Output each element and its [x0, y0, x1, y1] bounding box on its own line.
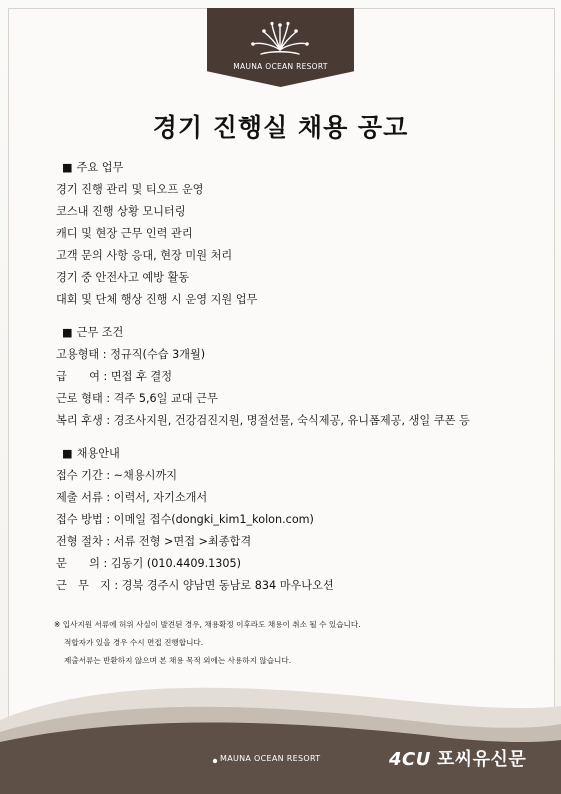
recruit-item: 문 의 : 김동기 (010.4409.1305): [56, 557, 241, 570]
duty-item: 고객 문의 사항 응대, 현장 미원 처리: [56, 249, 233, 262]
page-title: 경기 진행실 채용 공고: [152, 113, 409, 142]
wave-decoration: [0, 680, 561, 794]
duty-item: 캐디 및 현장 근무 인력 관리: [56, 227, 193, 240]
notice-line: ※ 입사지원 서류에 허위 사실이 발견된 경우, 채용확정 이후라도 채용이 취소 될 수 있습니다.: [54, 620, 361, 629]
condition-item: 고용형태 : 정규직(수습 3개월): [56, 348, 206, 361]
duty-item: 대회 및 단체 행상 진행 시 운영 지원 업무: [56, 293, 258, 306]
duties-header: ■ 주요 업무: [62, 161, 124, 174]
recruit-section: [56, 443, 334, 597]
square-bullet-icon: ■: [62, 161, 73, 174]
notice-line: 제출서류는 반환하지 않으며 본 채용 목적 외에는 사용하지 않습니다.: [64, 656, 292, 665]
duty-item: 경기 진행 관리 및 티오프 운영: [56, 183, 204, 196]
duty-item: 경기 중 안전사고 예방 활동: [56, 271, 190, 284]
recruit-item: 접수 기간 : ~채용시까지: [56, 469, 178, 482]
recruit-item: 제출 서류 : 이력서, 자기소개서: [56, 491, 208, 504]
press-watermark: 4CU 포씨유신문: [389, 749, 527, 770]
square-bullet-icon: ■: [62, 326, 73, 339]
condition-item: 근로 형태 : 격주 5,6일 교대 근무: [56, 392, 218, 405]
condition-item: 복리 후생 : 경조사지원, 건강검진지원, 명절선물, 숙식제공, 유니폼제공, 생일 쿠폰 등: [56, 414, 470, 427]
conditions-section: [56, 322, 470, 432]
notice-block: [54, 616, 361, 670]
condition-item: 급 여 : 면접 후 결정: [56, 370, 173, 383]
recruit-item: 전형 절차 : 서류 전형 >면접 >최종합격: [56, 535, 252, 548]
footer-brand: MAUNA OCEAN RESORT: [220, 754, 321, 763]
duties-section: [56, 157, 257, 311]
recruit-header: ■ 채용안내: [62, 447, 120, 460]
footer-logo-icon: [212, 758, 218, 764]
notice-line: 적합자가 있을 경우 수시 면접 진행합니다.: [64, 638, 204, 647]
resort-logo-icon: [247, 20, 313, 60]
square-bullet-icon: ■: [62, 447, 73, 460]
recruit-item: 근 무 지 : 경북 경주시 양남면 동남로 834 마우나오션: [56, 579, 334, 592]
duty-item: 코스내 진행 상황 모니터링: [56, 205, 186, 218]
recruit-item: 접수 방법 : 이메일 접수(dongki_kim1_kolon.com): [56, 513, 314, 526]
logo-text: MAUNA OCEAN RESORT: [233, 62, 328, 71]
conditions-header: ■ 근무 조건: [62, 326, 124, 339]
